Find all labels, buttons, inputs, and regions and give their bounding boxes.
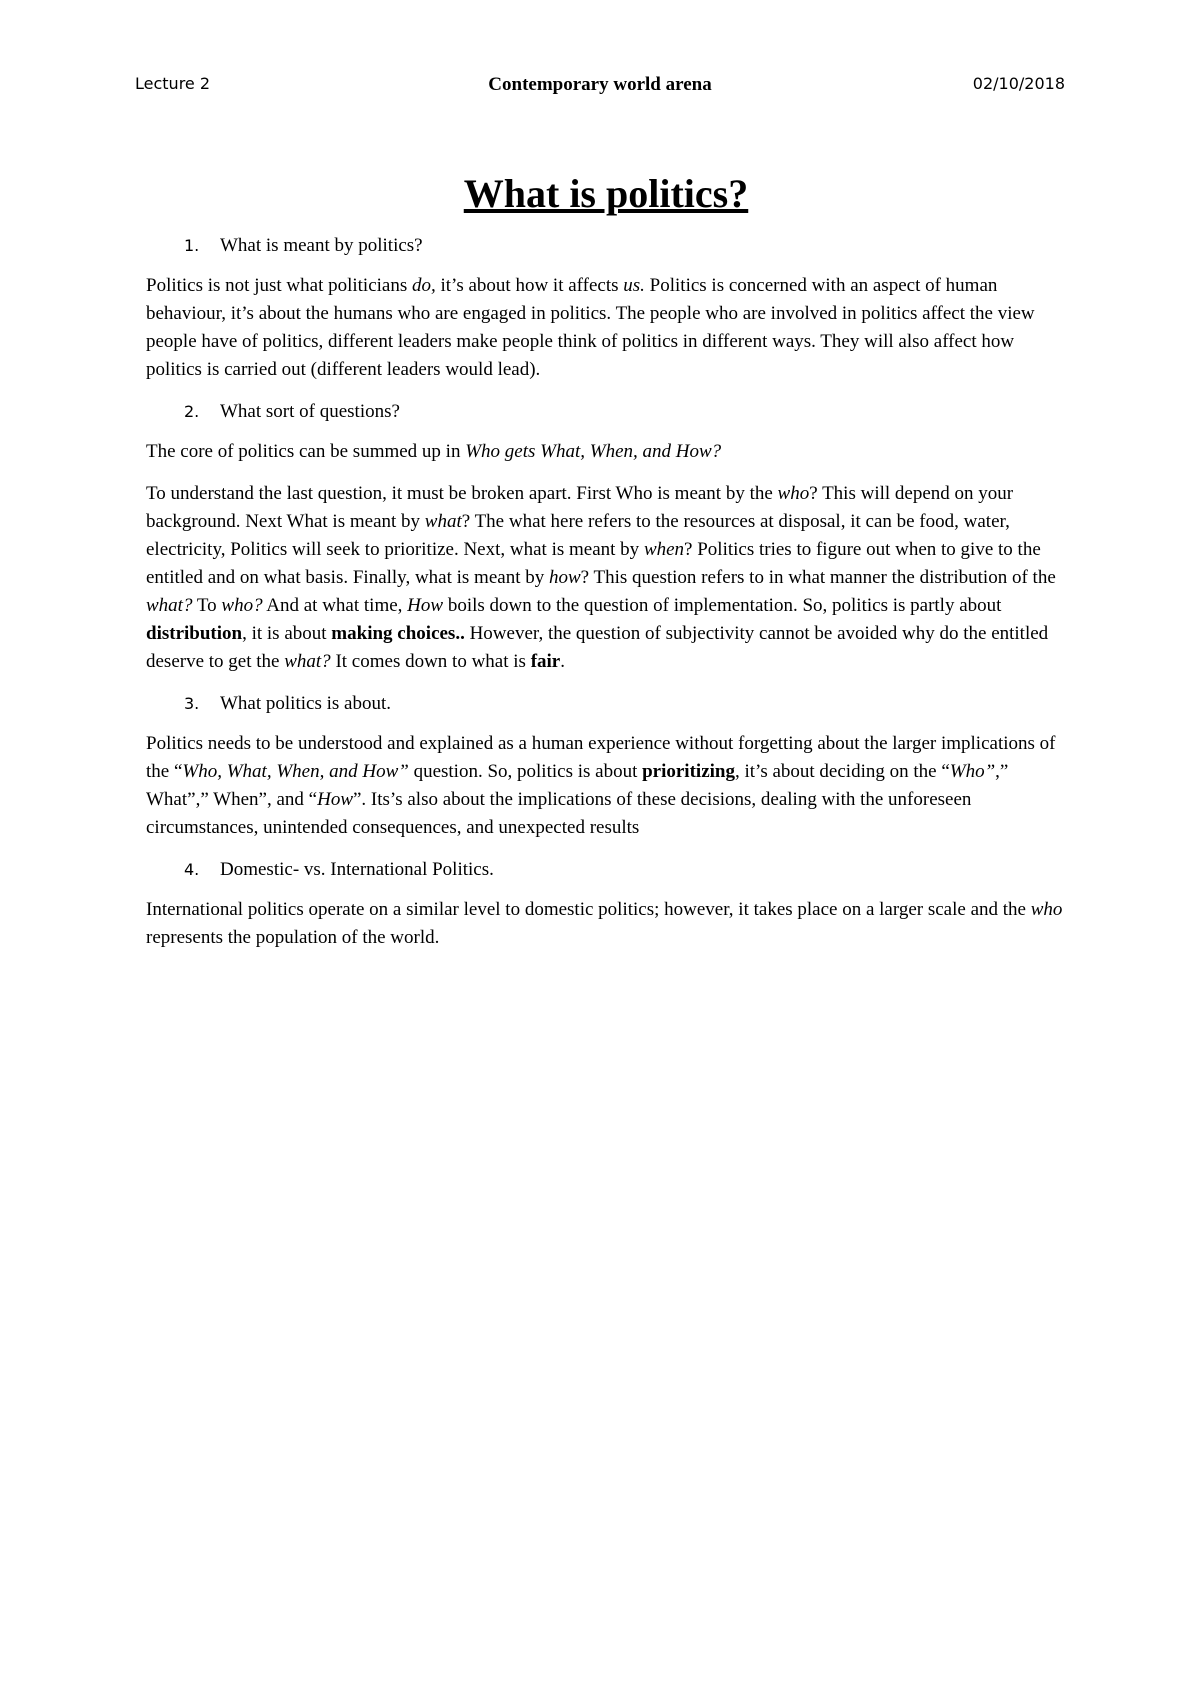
italic-run: how	[548, 567, 581, 588]
italic-run: us.	[623, 275, 645, 296]
section-heading	[146, 690, 1066, 718]
text-run: It comes down to what is	[330, 651, 531, 672]
bold-run: fair	[530, 651, 561, 672]
section-heading-text: What politics is about.	[220, 693, 391, 714]
section-number: 3.	[184, 694, 200, 713]
italic-run: what?	[146, 595, 193, 616]
italic-run: who?	[221, 595, 263, 616]
text-run: boils down to the question of implementation. So, politics is partly about	[443, 595, 1002, 616]
italic-run: How	[407, 595, 444, 616]
text-run: represents the population of the world.	[146, 927, 440, 948]
text-run: ? The what here refers to the resources at disposal, it can be food, water, electricity, Politics will seek to prioritize. Next, what is meant by	[146, 511, 1010, 560]
bold-run: prioritizing	[642, 761, 735, 782]
text-run: it’s about how it affects	[435, 275, 624, 296]
section-paragraph	[146, 896, 1066, 952]
italic-run: who	[1030, 899, 1063, 920]
text-run: ? Politics tries to figure out when to give to the entitled and on what basis. Finally, what is meant by	[146, 539, 1041, 588]
italic-run: when	[643, 539, 685, 560]
text-run: However, the question of subjectivity cannot be avoided why do the entitled deserve to get the	[146, 623, 1049, 672]
text-run: ,” What”,” When”, and “	[146, 761, 1009, 810]
section-paragraph	[146, 730, 1066, 842]
section-heading-text: Domestic- vs. International Politics.	[220, 859, 494, 880]
header-date: 02/10/2018	[972, 74, 1065, 93]
section-heading-text: What sort of questions?	[220, 401, 400, 422]
text-run: The core of politics can be summed up in	[146, 441, 466, 462]
header-lecture-label: Lecture 2	[135, 74, 211, 93]
italic-run: Who gets What, When, and How?	[465, 441, 722, 462]
text-run: .	[560, 651, 565, 672]
italic-run: who	[777, 483, 810, 504]
section-heading	[146, 232, 1066, 260]
section-number: 4.	[184, 860, 200, 879]
section-paragraph	[146, 272, 1066, 384]
text-run: To understand the last question, it must be broken apart. First Who is meant by the	[146, 483, 778, 504]
text-run: ”. Its’s also about the implications of these decisions, dealing with the unforeseen circumstances, unintended consequences, and unexpected results	[146, 789, 972, 838]
text-run: question. So, politics is about	[408, 761, 643, 782]
italic-run: what?	[284, 651, 331, 672]
text-run: ? This will depend on your background. Next What is meant by	[146, 483, 1014, 532]
text-run: Politics is not just what politicians	[146, 275, 412, 296]
text-run: , it is about	[242, 623, 332, 644]
italic-run: How	[317, 789, 353, 810]
section-number: 2.	[184, 402, 200, 421]
bold-run: making choices..	[331, 623, 465, 644]
text-run: ? This question refers to in what manner the distribution of the	[580, 567, 1056, 588]
section-heading	[146, 398, 1066, 426]
document-body	[146, 170, 1066, 966]
section-heading	[146, 856, 1066, 884]
section-paragraph	[146, 438, 1066, 466]
text-run: Politics is concerned with an aspect of human behaviour, it’s about the humans who are engaged in politics. The people who are involved in politics affect the view people have of politics, different leaders make people think of politics in different ways. They will also affect how politics is carried out (different leaders would lead).	[146, 275, 1035, 380]
section-number: 1.	[184, 236, 200, 255]
text-run: Politics needs to be understood and explained as a human experience without forgetting about the larger implications of the “	[146, 733, 1056, 782]
bold-run: distribution	[146, 623, 243, 644]
section-heading-text: What is meant by politics?	[220, 235, 423, 256]
section-paragraph	[146, 480, 1066, 676]
text-run: , it’s about deciding on the “	[734, 761, 950, 782]
page-header	[135, 74, 1065, 102]
text-run: International politics operate on a similar level to domestic politics; however, it takes place on a larger scale and the	[146, 899, 1031, 920]
italic-run: do,	[412, 275, 436, 296]
page-title: What is politics?	[463, 171, 749, 216]
header-course-title: Contemporary world arena	[488, 74, 712, 95]
italic-run: Who”	[949, 761, 996, 782]
text-run: And at what time,	[262, 595, 408, 616]
italic-run: what	[424, 511, 462, 532]
text-run: To	[192, 595, 222, 616]
italic-run: Who, What, When, and How”	[182, 761, 409, 782]
